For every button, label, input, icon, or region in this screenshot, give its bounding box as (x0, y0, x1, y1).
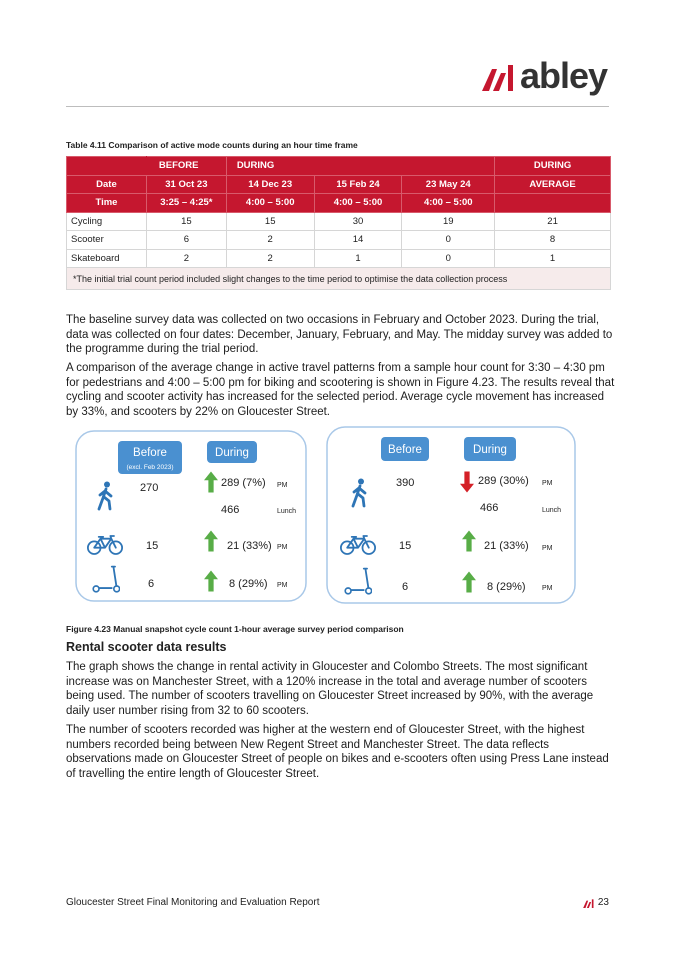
walk-during-value: 289 (7%) (221, 477, 266, 489)
period-label: PM (277, 582, 288, 589)
table-row (67, 212, 611, 231)
figure-comparison (0, 425, 675, 625)
period-label: PM (542, 480, 553, 487)
period-label: PM (277, 482, 288, 489)
scooter-before-value: 6 (402, 581, 409, 593)
during-label: During (473, 444, 507, 456)
table-cell: 15 (226, 212, 314, 231)
scooter-during-value: 8 (29%) (229, 578, 268, 590)
lunch-label: Lunch (542, 507, 562, 514)
table-cell: 1 (314, 249, 402, 268)
abley-mark-icon (583, 898, 594, 908)
time-cell: 4:00 – 5:00 (402, 194, 495, 213)
before-label: Before (388, 444, 422, 456)
table-cell: 2 (226, 249, 314, 268)
table-cell: 19 (402, 212, 495, 231)
logo-text: abley (519, 55, 607, 96)
scooter-before-value: 6 (148, 578, 155, 590)
figure-panel-right (327, 427, 575, 603)
table-row (67, 231, 611, 250)
period-label: PM (542, 545, 553, 552)
table-cell: 0 (402, 231, 495, 250)
group-header-during: DURING (226, 157, 494, 176)
lunch-label: Lunch (277, 508, 297, 515)
bike-before-value: 15 (146, 540, 159, 552)
group-header-during-average: DURING (495, 157, 611, 176)
period-label: PM (542, 585, 553, 592)
average-label: AVERAGE (495, 175, 611, 194)
table-row (67, 249, 611, 268)
figure-panel-left (76, 431, 306, 601)
period-label: PM (277, 544, 288, 551)
paragraph-comparison: A comparison of the average change in active travel patterns from a sample hour count for 3:30 – 4:30 pm for pedestrians and 4:00 – 5:00 pm for biking and scootering is shown in Figure 4.23. The results reveal that cycling and scooter activity has increased for the selected period. Average cycle movement has increased by 33%, and scooters by 22% on Gloucester Street. (66, 362, 615, 418)
during-label: During (215, 447, 249, 459)
table-cell: 8 (495, 231, 611, 250)
paragraph-scooter-location: The number of scooters recorded was higher at the western end of Gloucester Street, with the highest numbers recorded being between New Regent Street and Manchester Street. The data reflects observations made on Gloucester Street of people on bikes and e-scooters often using Press Lane instead of travelling the entire length of Gloucester Street. (66, 724, 609, 780)
table-cell: 6 (146, 231, 226, 250)
time-cell: 4:00 – 5:00 (314, 194, 402, 213)
walk-before-value: 270 (140, 482, 159, 494)
walk-before-value: 390 (396, 477, 415, 489)
header-divider (66, 106, 609, 107)
table-note: *The initial trial count period included slight changes to the time period to optimise the data collection process (67, 268, 611, 290)
paragraph-rental-graph: The graph shows the change in rental activity in Gloucester and Colombo Streets. The most significant increase was on Manchester Street, with a 120% increase in the total and average number of scooters being used. The number of scooters travelling on Gloucester Street increased by 90%, with the average daily user number rising from 32 to 60 scooters. (66, 661, 594, 717)
counts-table (66, 156, 611, 290)
table-caption: Table 4.11 Comparison of active mode counts during an hour time frame (66, 140, 358, 150)
table-cell: 1 (495, 249, 611, 268)
table-time-row (67, 194, 611, 213)
abley-logo-mark-icon (482, 61, 514, 91)
group-header-before: BEFORE (146, 157, 226, 176)
table-cell: 0 (402, 249, 495, 268)
before-sub-label: (excl. Feb 2023) (126, 464, 174, 471)
footer-page (583, 897, 609, 908)
walk-lunch-value: 466 (480, 502, 499, 514)
table-date-row (67, 175, 611, 194)
date-label: Date (67, 175, 147, 194)
table-note-row (67, 268, 611, 290)
time-cell: 3:25 – 4:25* (146, 194, 226, 213)
table-cell: 2 (146, 249, 226, 268)
table-cell: 2 (226, 231, 314, 250)
before-label: Before (133, 447, 167, 459)
table-cell: 15 (146, 212, 226, 231)
time-label: Time (67, 194, 147, 213)
table-cell: 30 (314, 212, 402, 231)
table-cell: 14 (314, 231, 402, 250)
date-cell: 23 May 24 (402, 175, 495, 194)
date-cell: 31 Oct 23 (146, 175, 226, 194)
date-cell: 14 Dec 23 (226, 175, 314, 194)
section-heading: Rental scooter data results (66, 640, 227, 654)
time-cell: 4:00 – 5:00 (226, 194, 314, 213)
scooter-during-value: 8 (29%) (487, 581, 526, 593)
mode-label: Cycling (67, 212, 147, 231)
mode-label: Scooter (67, 231, 147, 250)
paragraph-baseline: The baseline survey data was collected on two occasions in February and October 2023. During the trial, data was collected on four dates: December, January, February, and May. The midday survey was added to the programme during the trial period. (66, 314, 613, 355)
abley-logo (482, 55, 607, 96)
bike-before-value: 15 (399, 540, 412, 552)
figure-caption: Figure 4.23 Manual snapshot cycle count 1-hour average survey period comparison (66, 624, 404, 634)
walk-lunch-value: 466 (221, 504, 240, 516)
page-number: 23 (597, 897, 609, 908)
bike-during-value: 21 (33%) (484, 540, 529, 552)
bike-during-value: 21 (33%) (227, 540, 272, 552)
table-group-header-row (67, 157, 611, 176)
walk-during-value: 289 (30%) (478, 475, 529, 487)
mode-label: Skateboard (67, 249, 147, 268)
footer-report-title: Gloucester Street Final Monitoring and Evaluation Report (66, 897, 320, 908)
date-cell: 15 Feb 24 (314, 175, 402, 194)
table-cell: 21 (495, 212, 611, 231)
